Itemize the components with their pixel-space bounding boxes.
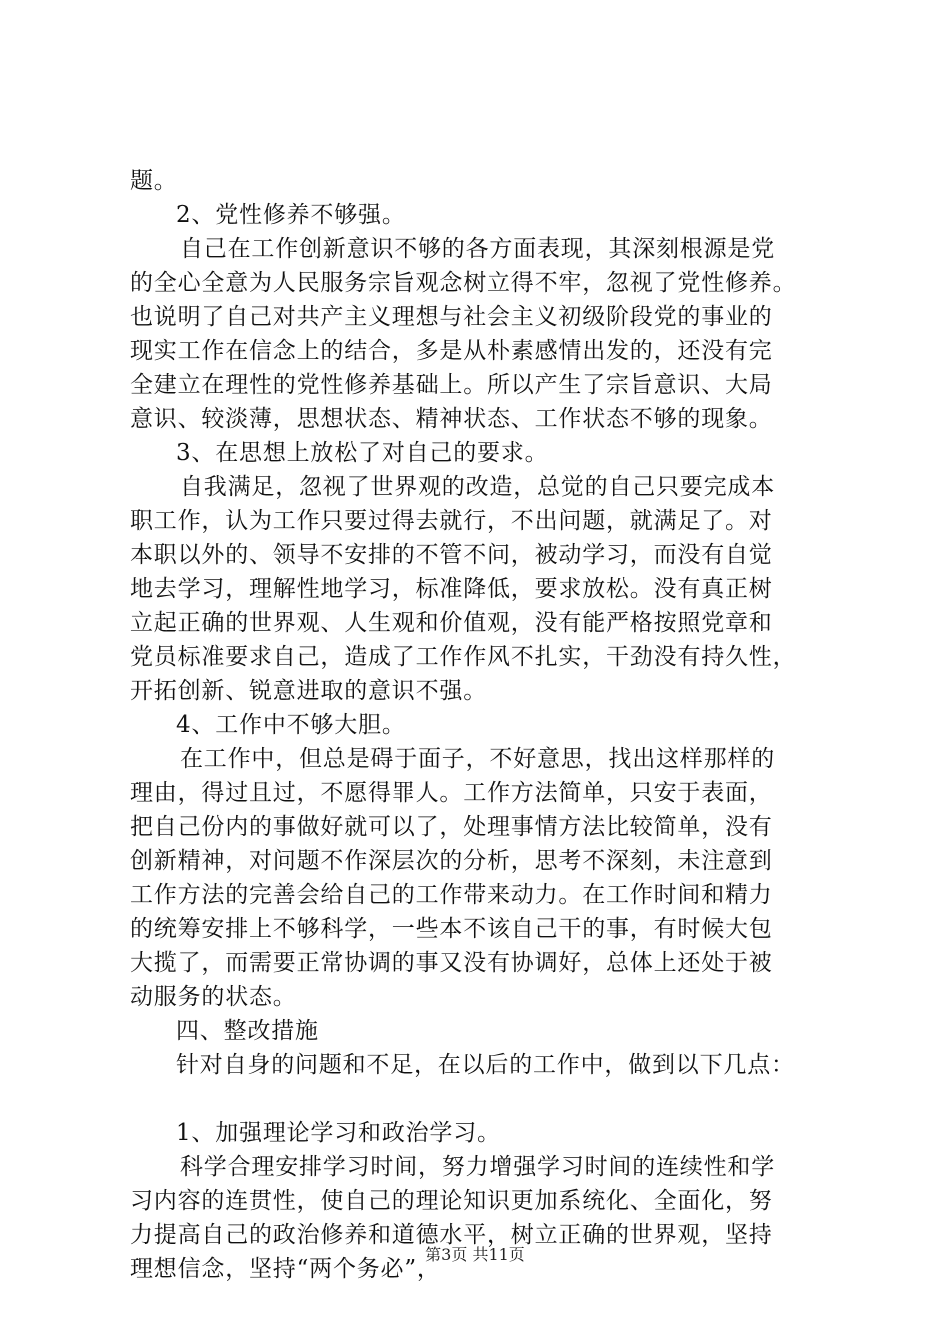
section-heading: 4、工作中不够大胆。 [176, 712, 406, 738]
text-line: 把自己份内的事做好就可以了，处理事情方法比较简单，没有 [130, 814, 773, 840]
text-line: 党员标准要求自己，造成了工作作风不扎实，干劲没有持久性， [130, 644, 797, 670]
text-line: 的全心全意为人民服务宗旨观念树立得不牢，忽视了党性修养。 [130, 270, 797, 296]
text-line: 在工作中，但总是碍于面子，不好意思，找出这样那样的 [180, 746, 775, 772]
text-line: 理由，得过且过，不愿得罪人。工作方法简单，只安于表面， [130, 780, 773, 806]
text-line: 题。 [130, 168, 178, 194]
page-footer [0, 1242, 950, 1265]
text-line: 动服务的状态。 [130, 984, 297, 1010]
text-line: 力提高自己的政治修养和道德水平，树立正确的世界观，坚持 [130, 1222, 773, 1248]
text-line: 意识、较淡薄，思想状态、精神状态、工作状态不够的现象。 [130, 406, 773, 432]
text-line: 大揽了，而需要正常协调的事又没有协调好，总体上还处于被 [130, 950, 773, 976]
text-line: 开拓创新、锐意进取的意识不强。 [130, 678, 487, 704]
text-line: 全建立在理性的党性修养基础上。所以产生了宗旨意识、大局 [130, 372, 773, 398]
text-line: 的统筹安排上不够科学，一些本不该自己干的事，有时候大包 [130, 916, 773, 942]
paragraph-gap [130, 1082, 830, 1116]
text-line: 创新精神，对问题不作深层次的分析，思考不深刻，未注意到 [130, 848, 773, 874]
text-line: 习内容的连贯性，使自己的理论知识更加系统化、全面化，努 [130, 1188, 773, 1214]
section-heading: 2、党性修养不够强。 [176, 202, 406, 228]
document-body [130, 164, 830, 1286]
text-line: 理想信念，坚持“两个务必”， [130, 1256, 441, 1282]
text-line: 立起正确的世界观、人生观和价值观，没有能严格按照党章和 [130, 610, 773, 636]
section-heading: 1、加强理论学习和政治学习。 [176, 1120, 501, 1146]
text-line: 本职以外的、领导不安排的不管不问，被动学习，而没有自觉 [130, 542, 773, 568]
text-line: 也说明了自己对共产主义理想与社会主义初级阶段党的事业的 [130, 304, 773, 330]
text-line: 针对自身的问题和不足，在以后的工作中，做到以下几点： [176, 1052, 795, 1078]
page-number: 第3页 共11页 [425, 1245, 525, 1264]
section-heading: 3、在思想上放松了对自己的要求。 [176, 440, 549, 466]
section-heading: 四、整改措施 [176, 1018, 319, 1044]
text-line: 地去学习，理解性地学习，标准降低，要求放松。没有真正树 [130, 576, 773, 602]
text-line: 自己在工作创新意识不够的各方面表现，其深刻根源是党 [180, 236, 775, 262]
text-line: 职工作，认为工作只要过得去就行，不出问题，就满足了。对 [130, 508, 773, 534]
text-line: 自我满足，忽视了世界观的改造，总觉的自己只要完成本 [180, 474, 775, 500]
text-line: 现实工作在信念上的结合，多是从朴素感情出发的，还没有完 [130, 338, 773, 364]
text-line: 科学合理安排学习时间，努力增强学习时间的连续性和学 [180, 1154, 775, 1180]
text-line: 工作方法的完善会给自己的工作带来动力。在工作时间和精力 [130, 882, 773, 908]
